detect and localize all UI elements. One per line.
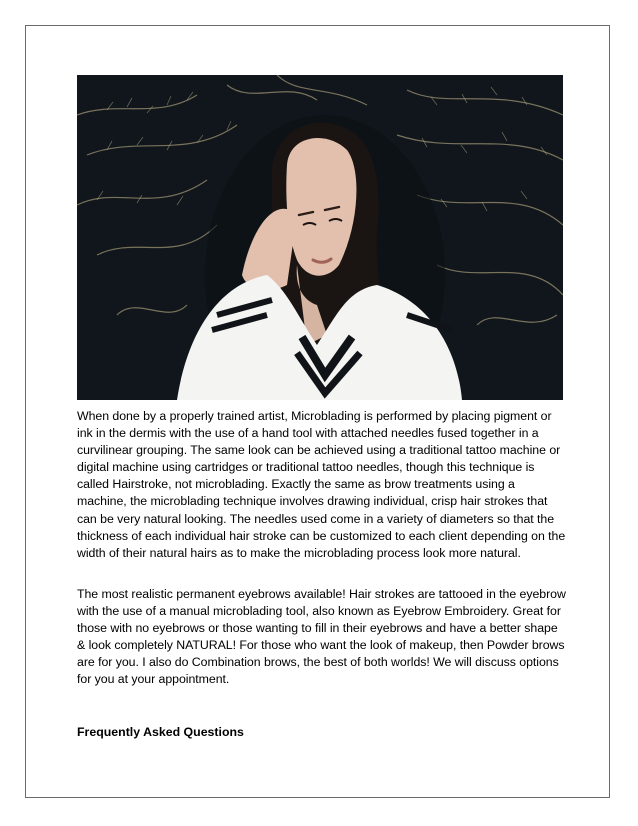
faq-heading: Frequently Asked Questions [77,725,244,739]
paragraph-hair-strokes: The most realistic permanent eyebrows available! Hair strokes are tattooed in the eyebrow with the use of a manual microblading tool, also known as Eyebrow Embroidery. Great for those with no eyebrows or those wanting to fill in their eyebrows and have a better shape & look completely NATURAL! For those who want the look of makeup, then Powder brows are for you. I also do Combination brows, the best of both worlds! We will discuss options for you at your appointment. [77,587,566,687]
hero-photo [77,75,563,400]
woman-portrait-illustration [77,75,563,400]
paragraph-microblading-description: When done by a properly trained artist, Microblading is performed by placing pigment or ink in the dermis with the use of a hand tool with attached needles fused together in a curvilinear grouping. The same look can be achieved using a traditional tattoo machine or digital machine using cartridges or traditional tattoo needles, though this technique is called Hairstroke, not microblading. Exactly the same as brow treatments using a machine, the microblading technique involves drawing individual, crisp hair strokes that can be very natural looking. The needles used come in a variety of diameters so that the thickness of each individual hair stroke can be customized to each client depending on the width of their natural hairs as to make the microblading process look more natural. [77,409,566,560]
